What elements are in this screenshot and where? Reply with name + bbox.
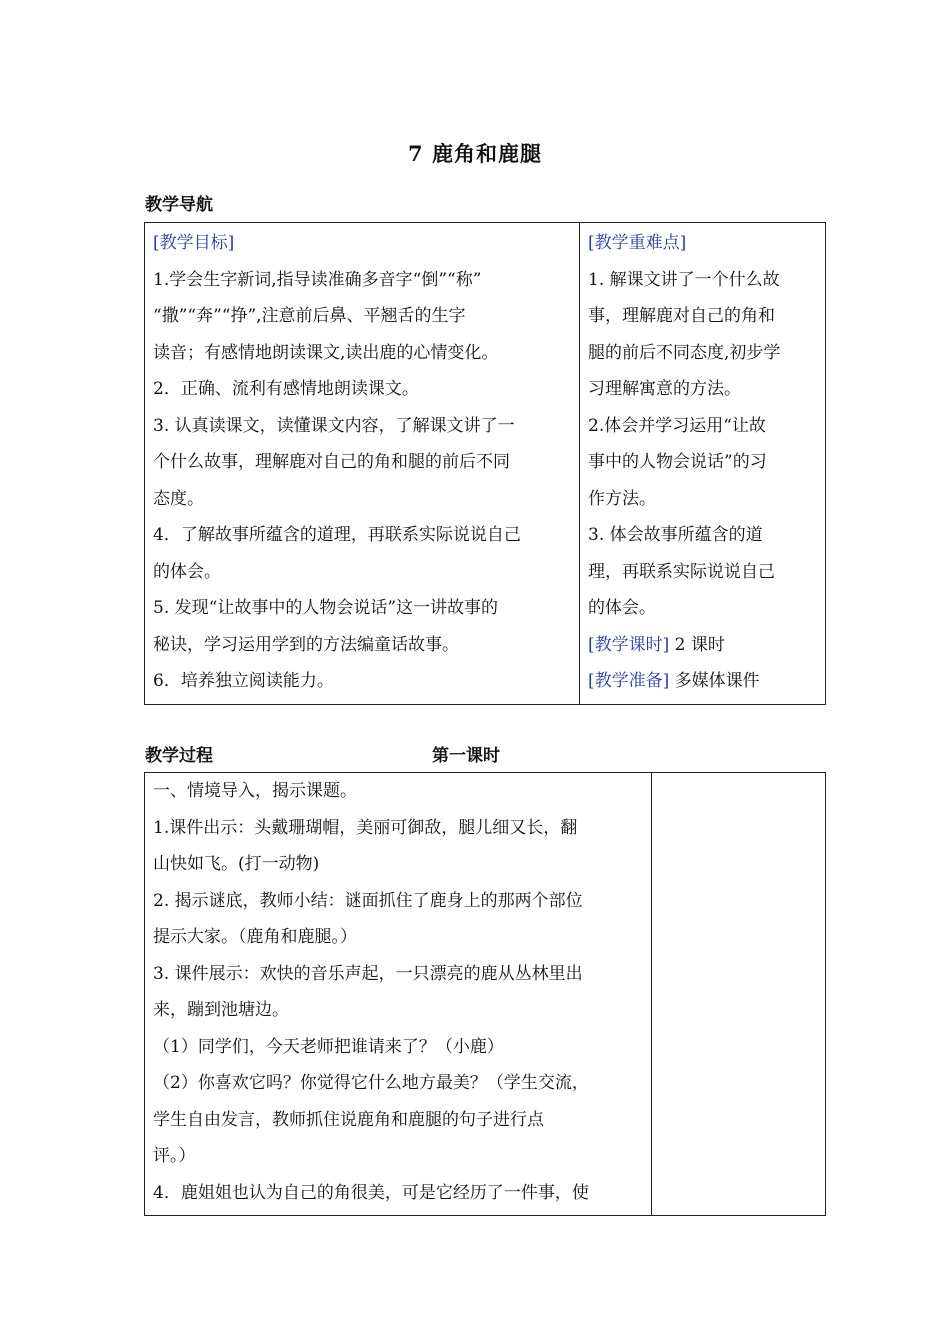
key-points-cell: [580, 223, 826, 705]
key-points-line: 习理解寓意的方法。: [588, 379, 741, 399]
key-points-line: 1. 解课文讲了一个什么故: [588, 269, 780, 290]
lesson-heading: 第一课时: [432, 746, 500, 766]
preparation-value: 多媒体课件: [669, 671, 760, 691]
goals-line: 秘诀，学习运用学到的方法编童话故事。: [153, 634, 459, 655]
process-heading: 教学过程: [145, 746, 213, 766]
teaching-nav-table: [144, 222, 826, 705]
process-line: 1.课件出示：头戴珊瑚帽，美丽可御敌，腿儿细又长，翻: [153, 817, 578, 838]
class-hours-value: 2 课时: [669, 634, 725, 655]
key-points-line: 的体会。: [588, 598, 656, 618]
class-hours-row: [588, 627, 817, 664]
goals-line: 6．培养独立阅读能力。: [153, 671, 334, 691]
process-line: 提示大家。（鹿角和鹿腿。）: [153, 927, 357, 947]
process-line: 3. 课件展示：欢快的音乐声起，一只漂亮的鹿从丛林里出: [153, 963, 583, 984]
goals-line: “撒”“奔”“挣”,注意前后鼻、平翘舌的生字: [153, 306, 466, 326]
goals-line: 态度。: [153, 488, 204, 509]
process-line: 评。）: [153, 1146, 196, 1166]
key-points-list: [588, 262, 817, 627]
key-points-line: 事，理解鹿对自己的角和: [588, 306, 775, 326]
process-line: （2）你喜欢它吗？你觉得它什么地方最美？（学生交流，: [153, 1073, 589, 1093]
key-points-line: 事中的人物会说话”的习: [588, 452, 767, 472]
process-line: 学生自由发言，教师抓住说鹿角和鹿腿的句子进行点: [153, 1109, 544, 1130]
goals-line: 1.学会生字新词,指导读准确多音字“倒”“称”: [153, 269, 482, 290]
process-line: 2. 揭示谜底，教师小结：谜面抓住了鹿身上的那两个部位: [153, 890, 583, 911]
preparation-label: [教学准备]: [588, 671, 670, 691]
goals-line: 的体会。: [153, 561, 221, 582]
process-notes-cell: [652, 773, 826, 1216]
process-line: 4．鹿姐姐也认为自己的角很美，可是它经历了一件事，使: [153, 1182, 589, 1203]
key-points-line: 2.体会并学习运用“让故: [588, 415, 766, 436]
process-list: [153, 773, 643, 1211]
goals-line: 3. 认真读课文，读懂课文内容，了解课文讲了一: [153, 415, 515, 436]
process-line: 来，蹦到池塘边。: [153, 1000, 289, 1020]
goals-line: 4．了解故事所蕴含的道理，再联系实际说说自己: [153, 525, 521, 545]
process-line: （1）同学们，今天老师把谁请来了？（小鹿）: [153, 1036, 504, 1057]
class-hours-label: [教学课时]: [588, 634, 670, 655]
process-line: 山快如飞。(打一动物): [153, 854, 320, 874]
preparation-row: [588, 663, 817, 700]
process-content-cell: [145, 773, 652, 1216]
process-table: [144, 772, 826, 1216]
page-title: 7 鹿角和鹿腿: [408, 141, 542, 166]
key-points-line: 理，再联系实际说说自己: [588, 561, 775, 582]
goals-line: 2．正确、流利有感情地朗读课文。: [153, 379, 419, 399]
goals-line: 个什么故事，理解鹿对自己的角和腿的前后不同: [153, 452, 510, 472]
key-points-line: 3. 体会故事所蕴含的道: [588, 525, 763, 545]
goals-list: [153, 262, 571, 700]
goals-line: 5. 发现“让故事中的人物会说话”这一讲故事的: [153, 598, 499, 618]
goals-label: [教学目标]: [153, 233, 235, 253]
process-line: 一、情境导入，揭示课题。: [153, 781, 357, 801]
key-points-label: [教学重难点]: [588, 233, 687, 253]
nav-heading: 教学导航: [145, 195, 213, 215]
key-points-line: 腿的前后不同态度,初步学: [588, 342, 781, 363]
goals-cell: [145, 223, 580, 705]
goals-line: 读音；有感情地朗读课文,读出鹿的心情变化。: [153, 342, 499, 363]
key-points-line: 作方法。: [588, 488, 656, 509]
